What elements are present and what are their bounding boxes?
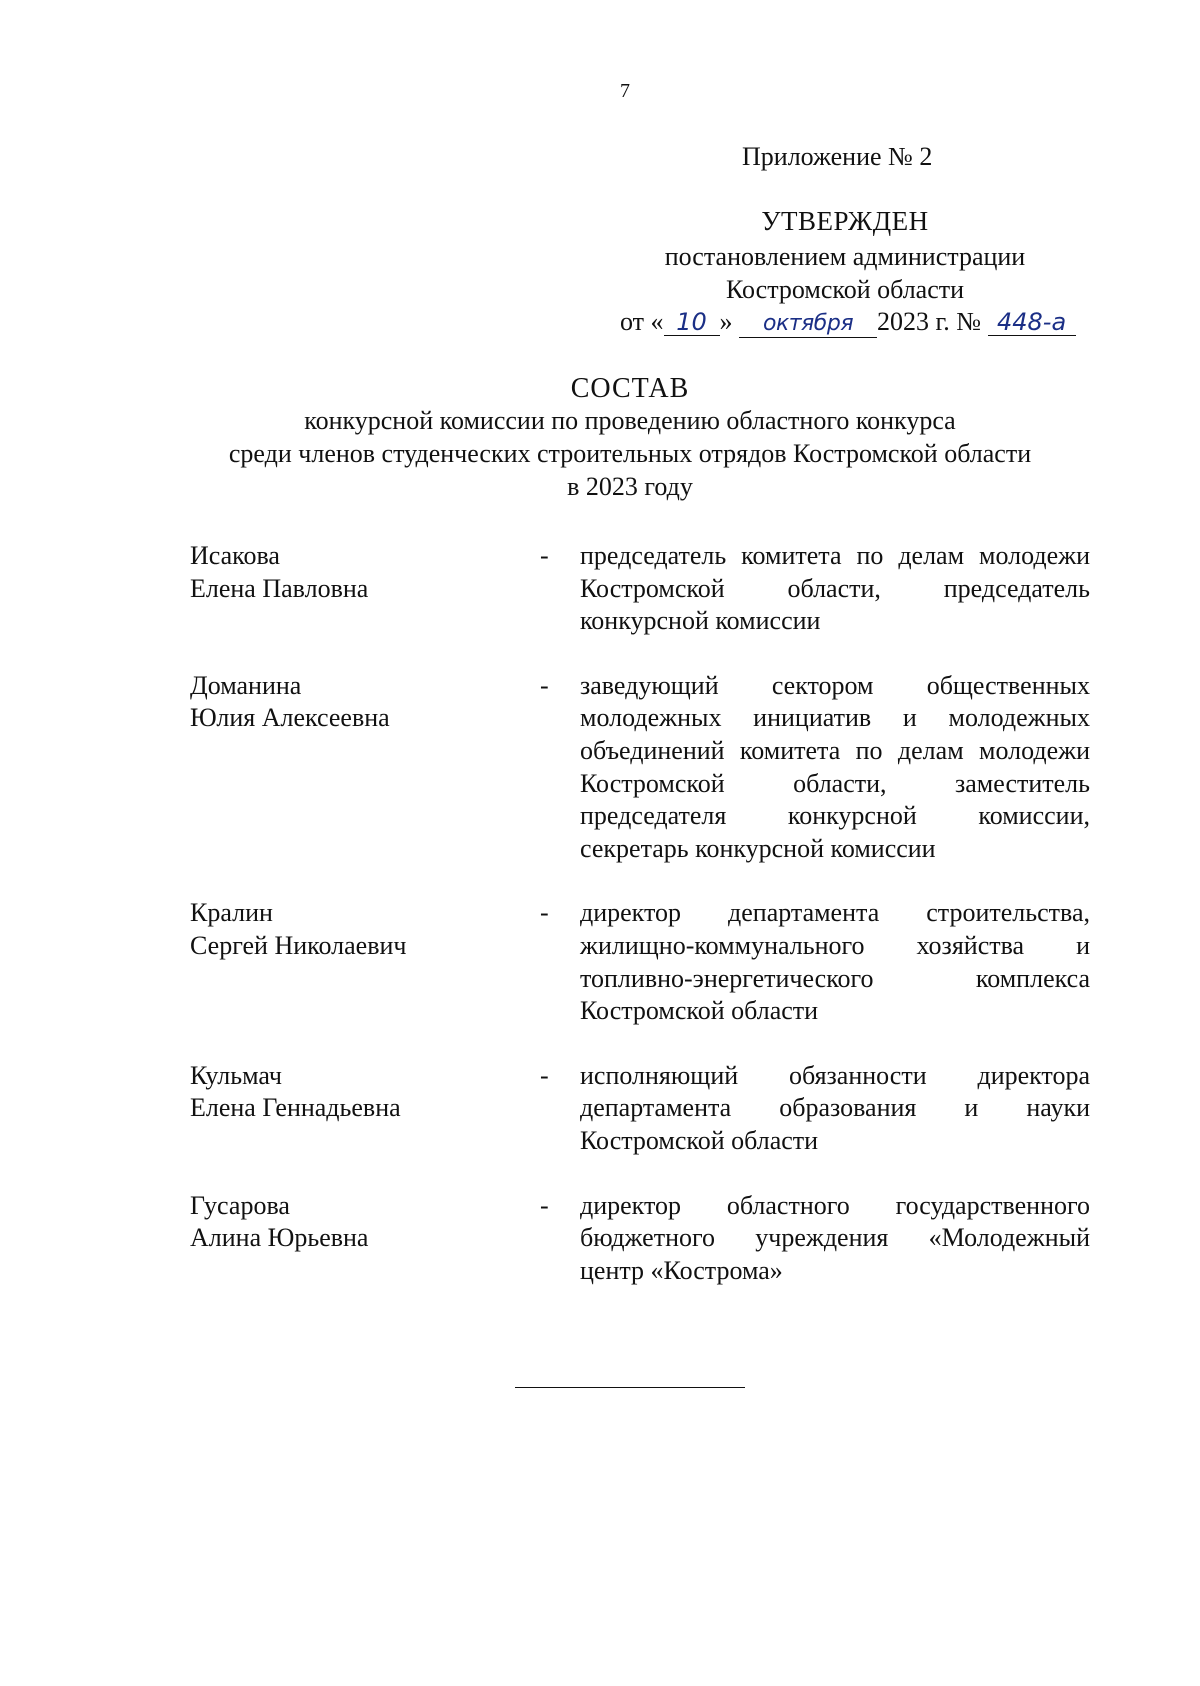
approval-issuer: постановлением администрации xyxy=(664,242,1026,271)
end-divider xyxy=(515,1387,745,1388)
member-name xyxy=(190,540,540,605)
member-row xyxy=(190,1060,1090,1158)
member-dash: - xyxy=(540,541,549,570)
member-dash: - xyxy=(540,1060,549,1090)
member-surname: Кралин xyxy=(190,898,273,928)
handwritten-day: 10 xyxy=(664,309,720,336)
member-name xyxy=(190,670,540,735)
member-row xyxy=(190,1190,1090,1288)
document-subtitle-line-1: конкурсной комиссии по проведению областного конкурса xyxy=(304,406,956,435)
member-surname: Кульмач xyxy=(190,1060,282,1090)
date-year-text: 2023 г. № xyxy=(877,307,982,336)
member-surname: Исакова xyxy=(190,541,280,570)
member-given-names: Елена Геннадьевна xyxy=(190,1093,401,1123)
document-subtitle-line-2: среди членов студенческих строительных отрядов Костромской области xyxy=(228,439,1032,468)
member-role: председатель комитета по делам молодежи Костромской области, председатель конкурсной комиссии xyxy=(580,541,1090,636)
date-mid: » xyxy=(719,307,733,336)
member-name xyxy=(190,897,540,962)
document-subtitle-line-3: в 2023 году xyxy=(567,472,693,501)
approval-date-line xyxy=(620,306,1076,338)
handwritten-month: октября xyxy=(739,311,877,338)
members-list xyxy=(190,540,1090,1287)
handwritten-number: 448-а xyxy=(988,309,1076,336)
approval-title: УТВЕРЖДЕН xyxy=(761,206,929,236)
member-surname: Доманина xyxy=(190,670,302,700)
member-given-names: Юлия Алексеевна xyxy=(190,703,390,733)
member-row xyxy=(190,897,1090,1027)
member-row xyxy=(190,670,1090,866)
member-row xyxy=(190,540,1090,638)
member-dash: - xyxy=(540,670,549,700)
member-dash: - xyxy=(540,898,549,928)
member-surname: Гусарова xyxy=(190,1190,290,1220)
document-title: СОСТАВ xyxy=(570,373,690,404)
member-role: заведующий сектором общественных молодежных инициатив и молодежных объединений комитета по делам молодежи Костромской области, заместитель председателя конкурсной комиссии, секретарь конкурсной комиссии xyxy=(580,670,1090,863)
member-name xyxy=(190,1060,540,1125)
member-given-names: Елена Павловна xyxy=(190,573,369,603)
member-given-names: Алина Юрьевна xyxy=(190,1223,369,1253)
member-name xyxy=(190,1190,540,1255)
appendix-label: Приложение № 2 xyxy=(742,142,933,171)
member-role: директор департамента строительства, жилищно-коммунального хозяйства и топливно-энергетического комплекса Костромской области xyxy=(580,898,1090,1026)
member-role: исполняющий обязанности директора департамента образования и науки Костромской области xyxy=(580,1060,1090,1155)
member-dash: - xyxy=(540,1190,549,1220)
date-prefix: от « xyxy=(620,307,664,336)
page-number: 7 xyxy=(620,80,630,102)
approval-region: Костромской области xyxy=(725,275,965,304)
member-role: директор областного государственного бюджетного учреждения «Молодежный центр «Кострома» xyxy=(580,1190,1090,1285)
member-given-names: Сергей Николаевич xyxy=(190,930,407,960)
